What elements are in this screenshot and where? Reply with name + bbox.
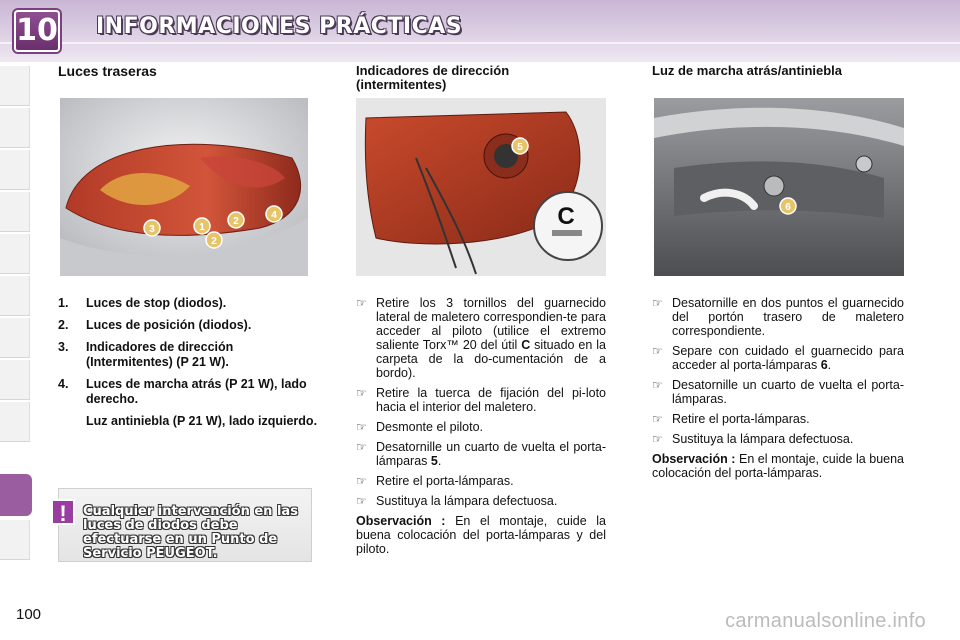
chapter-title: INFORMACIONES PRÁCTICAS	[96, 14, 463, 39]
rear-lights-list	[58, 296, 318, 436]
reverse-fog-illustration	[654, 98, 904, 276]
rear-lights-photo	[60, 98, 308, 276]
chapter-number-badge: 10	[14, 10, 60, 52]
side-chapter-tabs	[0, 64, 32, 584]
svg-text:3: 3	[149, 224, 155, 235]
pointing-hand-icon: ☞	[652, 412, 663, 426]
callout-6	[780, 198, 796, 214]
svg-text:2: 2	[211, 236, 217, 247]
pointing-hand-icon: ☞	[356, 440, 367, 454]
list-item: ☞ Desatornille en dos puntos el guarnecido del portón trasero de maletero correspondiente.	[652, 296, 904, 338]
list-item: Luz antiniebla (P 21 W), lado izquierdo.	[86, 414, 318, 428]
chapter-header	[0, 0, 960, 62]
side-tab-8[interactable]	[0, 360, 30, 400]
list-item: ☞ Desmonte el piloto.	[356, 420, 484, 434]
svg-text:5: 5	[517, 142, 523, 153]
indicator-photo	[356, 98, 606, 276]
list-item: ☞ Desatornille un cuarto de vuelta el porta-lámparas 5.	[356, 440, 606, 468]
list-item: ☞ Retire el porta-lámparas.	[356, 474, 514, 488]
list-item: ☞ Sustituya la lámpara defectuosa.	[356, 494, 558, 508]
col3-observation: Observación : En el montaje, cuide la buena colocación del porta-lámparas.	[652, 452, 904, 480]
warning-box	[58, 488, 312, 562]
pointing-hand-icon: ☞	[356, 474, 367, 488]
side-tab-11[interactable]	[0, 520, 30, 560]
tool-c-inset	[534, 192, 602, 260]
svg-text:4: 4	[271, 210, 277, 221]
pointing-hand-icon: ☞	[652, 378, 663, 392]
list-item: 3. Indicadores de dirección (Intermitentes) (P 21 W).	[58, 340, 234, 369]
svg-text:C: C	[557, 203, 575, 230]
pointing-hand-icon: ☞	[356, 296, 367, 310]
list-item: ☞ Retire el porta-lámparas.	[652, 412, 810, 426]
pointing-hand-icon: ☞	[652, 432, 663, 446]
col3-instructions	[652, 296, 904, 480]
list-item: 4. Luces de marcha atrás (P 21 W), lado derecho.	[58, 377, 307, 406]
callout-4	[266, 206, 282, 222]
list-item: ☞ Retire los 3 tornillos del guarnecido lateral de maletero correspondien-te para acceder al piloto (utilice el extremo saliente Torx™ 20 del útil C situado en la carpeta de la do-cumentación de a bordo).	[356, 296, 606, 380]
col2-observation: Observación : En el montaje, cuide la buena colocación del porta-lámparas y del piloto.	[356, 514, 606, 556]
side-tab-4[interactable]	[0, 192, 30, 232]
side-tab-7[interactable]	[0, 318, 30, 358]
pointing-hand-icon: ☞	[356, 386, 367, 400]
side-tab-5[interactable]	[0, 234, 30, 274]
header-divider	[0, 42, 960, 44]
callout-5	[512, 138, 528, 154]
svg-text:1: 1	[199, 222, 205, 233]
side-tab-2[interactable]	[0, 108, 30, 148]
list-item: ☞ Separe con cuidado el guarnecido para acceder al porta-lámparas 6.	[652, 344, 904, 372]
side-tab-6[interactable]	[0, 276, 30, 316]
side-tab-10-active[interactable]	[0, 474, 32, 516]
warning-exclamation-icon: !	[51, 499, 75, 525]
side-tab-1[interactable]	[0, 66, 30, 106]
list-item: 1. Luces de stop (diodos).	[58, 296, 227, 310]
callout-2b	[206, 232, 222, 248]
list-item: ☞ Sustituya la lámpara defectuosa.	[652, 432, 854, 446]
side-tab-3[interactable]	[0, 150, 30, 190]
col2-title: Indicadores de dirección (intermitentes)	[356, 63, 510, 92]
site-watermark: carmanualsonline.info	[725, 610, 926, 632]
callout-3	[144, 220, 160, 236]
list-item: ☞ Desatornille un cuarto de vuelta el porta-lámparas.	[652, 378, 904, 406]
reverse-fog-photo	[654, 98, 904, 276]
pointing-hand-icon: ☞	[652, 344, 663, 358]
col3-title: Luz de marcha atrás/antiniebla	[652, 63, 843, 78]
list-item: 2. Luces de posición (diodos).	[58, 318, 252, 332]
list-item: ☞ Retire la tuerca de fijación del pi-loto hacia el interior del maletero.	[356, 386, 606, 414]
callout-2a	[228, 212, 244, 228]
callout-1	[194, 218, 210, 234]
page-number: 100	[16, 606, 42, 623]
col1-title: Luces traseras	[58, 63, 157, 79]
svg-text:2: 2	[233, 216, 239, 227]
rear-lights-illustration	[60, 98, 308, 276]
col2-instructions	[356, 296, 606, 556]
warning-text: Cualquier intervención en las luces de diodos debe efectuarse en un Punto de Servicio PEUGEOT.	[83, 504, 298, 561]
side-tab-9[interactable]	[0, 402, 30, 442]
svg-text:6: 6	[785, 202, 791, 213]
pointing-hand-icon: ☞	[652, 296, 663, 310]
indicator-illustration	[356, 98, 606, 276]
pointing-hand-icon: ☞	[356, 420, 367, 434]
pointing-hand-icon: ☞	[356, 494, 367, 508]
